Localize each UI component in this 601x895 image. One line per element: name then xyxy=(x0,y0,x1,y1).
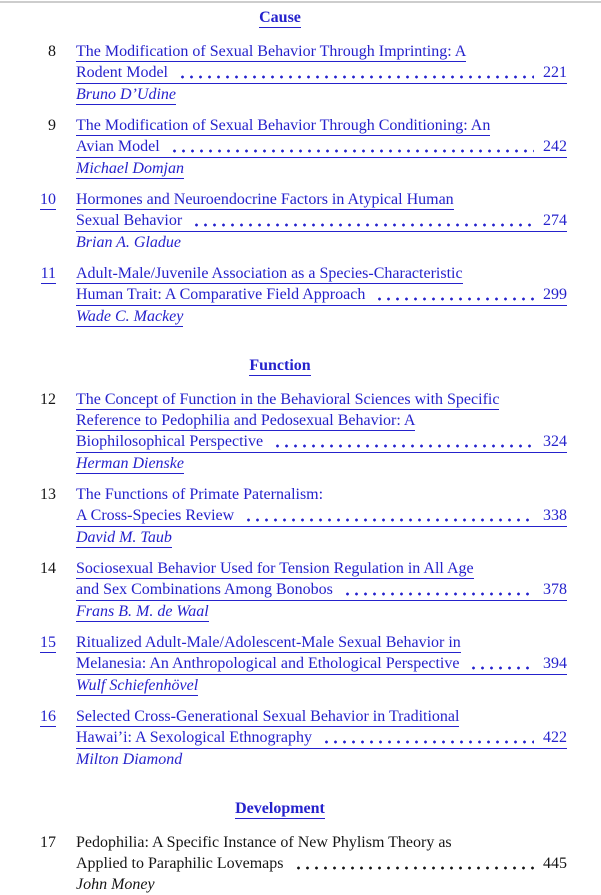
toc-entry xyxy=(40,484,567,548)
entry-body xyxy=(76,484,567,548)
entry-body xyxy=(76,189,567,253)
chapter-number xyxy=(40,706,56,770)
author-line xyxy=(76,675,567,696)
dot-leader xyxy=(168,136,534,157)
title-line xyxy=(76,389,567,410)
dot-leader xyxy=(320,727,534,748)
chapter-number xyxy=(40,115,56,179)
dot-leader xyxy=(292,853,534,874)
page-number[interactable]: 324 xyxy=(543,433,567,450)
chapter-number xyxy=(40,484,56,548)
toc-entry xyxy=(40,115,567,179)
author-line xyxy=(76,874,567,895)
title-line-text[interactable]: Rodent Model xyxy=(76,64,168,81)
chapter-number xyxy=(40,558,56,622)
title-dot-line xyxy=(76,579,567,601)
chapter-number-text: 9 xyxy=(48,117,56,134)
title-line-text[interactable]: Melanesia: An Anthropological and Ethological Perspective xyxy=(76,655,460,672)
title-line-text[interactable]: Hawai’i: A Sexological Ethnography xyxy=(76,729,312,746)
title-dot-line xyxy=(76,136,567,158)
dot-leader xyxy=(190,210,534,231)
title-dot-line xyxy=(76,431,567,453)
dot-leader xyxy=(341,579,534,600)
entry-body xyxy=(76,558,567,622)
chapter-number xyxy=(40,632,56,696)
chapter-number xyxy=(40,832,56,895)
title-dot-line xyxy=(76,505,567,527)
title-line-text[interactable]: Selected Cross-Generational Sexual Behavior in Traditional xyxy=(76,708,460,725)
title-line-text[interactable]: Reference to Pedophilia and Pedosexual Behavior: A xyxy=(76,412,416,429)
title-line xyxy=(76,484,567,505)
toc-entry xyxy=(40,632,567,696)
title-line xyxy=(76,558,567,579)
dot-leader xyxy=(467,653,534,674)
section-heading-link[interactable]: Function xyxy=(249,357,311,374)
author-name[interactable]: Wade C. Mackey xyxy=(76,308,184,325)
title-line-text[interactable]: Sociosexual Behavior Used for Tension Regulation in All Age xyxy=(76,560,474,577)
section-heading xyxy=(40,7,520,28)
toc-section xyxy=(40,7,567,327)
author-name[interactable]: Frans B. M. de Waal xyxy=(76,603,209,620)
author-name[interactable]: Brian A. Gladue xyxy=(76,234,182,251)
chapter-number-text[interactable]: 10 xyxy=(40,191,56,208)
chapter-number xyxy=(40,389,56,474)
section-heading xyxy=(40,355,520,376)
author-name[interactable]: Wulf Schiefenhövel xyxy=(76,677,199,694)
toc-section xyxy=(40,355,567,770)
page-number[interactable]: 338 xyxy=(543,507,567,524)
author-line xyxy=(76,453,567,474)
title-line xyxy=(76,263,567,284)
page-number[interactable]: 299 xyxy=(543,286,567,303)
author-name: John Money xyxy=(76,876,155,893)
title-dot-line xyxy=(76,727,567,749)
entry-body xyxy=(76,115,567,179)
author-name[interactable]: Herman Dienske xyxy=(76,455,184,472)
chapter-number xyxy=(40,263,56,327)
title-dot-line xyxy=(76,284,567,306)
author-name[interactable]: Bruno D’Udine xyxy=(76,86,176,103)
chapter-number xyxy=(40,41,56,105)
title-dot-line xyxy=(76,62,567,84)
title-line-text[interactable]: The Concept of Function in the Behavioral Sciences with Specific xyxy=(76,391,500,408)
chapter-number-text: 14 xyxy=(40,560,56,577)
chapter-number-text: 17 xyxy=(40,834,56,851)
title-line xyxy=(76,410,567,431)
toc-content xyxy=(0,3,601,895)
author-name[interactable]: Michael Domjan xyxy=(76,160,184,177)
page-number[interactable]: 394 xyxy=(543,655,567,672)
section-heading-link[interactable]: Development xyxy=(235,800,325,817)
page-number[interactable]: 274 xyxy=(543,212,567,229)
dot-leader xyxy=(176,62,534,83)
title-line-text[interactable]: Adult-Male/Juvenile Association as a Species-Characteristic xyxy=(76,265,463,282)
entry-body xyxy=(76,632,567,696)
entry-body xyxy=(76,41,567,105)
chapter-number xyxy=(40,189,56,253)
author-name[interactable]: David M. Taub xyxy=(76,529,172,546)
author-line xyxy=(76,306,567,327)
toc-entry xyxy=(40,41,567,105)
author-line xyxy=(76,232,567,253)
page-number[interactable]: 242 xyxy=(543,138,567,155)
title-line-text[interactable]: The Modification of Sexual Behavior Through Conditioning: An xyxy=(76,117,491,134)
section-heading xyxy=(40,798,520,819)
title-line-text[interactable]: and Sex Combinations Among Bonobos xyxy=(76,581,333,598)
chapter-number-text: 12 xyxy=(40,391,56,408)
toc-entry xyxy=(40,706,567,770)
title-line xyxy=(76,41,567,62)
title-line xyxy=(76,632,567,653)
page-number[interactable]: 221 xyxy=(543,64,567,81)
author-name[interactable]: Milton Diamond xyxy=(76,751,183,768)
dot-leader xyxy=(271,431,534,452)
title-line xyxy=(76,832,567,853)
title-line-text[interactable]: The Modification of Sexual Behavior Through Imprinting: A xyxy=(76,43,467,60)
title-line-text[interactable]: Sexual Behavior xyxy=(76,212,183,229)
dot-leader xyxy=(373,284,534,305)
entry-body xyxy=(76,832,567,895)
toc-section xyxy=(40,798,567,895)
dot-leader xyxy=(242,505,534,526)
title-dot-line xyxy=(76,653,567,675)
section-heading-link[interactable]: Cause xyxy=(259,9,301,26)
author-line xyxy=(76,527,567,548)
entry-body xyxy=(76,263,567,327)
chapter-number-text: 8 xyxy=(48,43,56,60)
page-number: 445 xyxy=(543,855,567,872)
author-line xyxy=(76,158,567,179)
page-number[interactable]: 422 xyxy=(543,729,567,746)
title-dot-line xyxy=(76,210,567,232)
title-dot-line xyxy=(76,853,567,874)
title-line-text[interactable]: Human Trait: A Comparative Field Approach xyxy=(76,286,366,303)
entry-body xyxy=(76,706,567,770)
author-line xyxy=(76,601,567,622)
chapter-number-text[interactable]: 16 xyxy=(40,708,56,725)
chapter-number-text[interactable]: 15 xyxy=(40,634,56,651)
author-line xyxy=(76,749,567,770)
title-line-text: Pedophilia: A Specific Instance of New Phylism Theory as xyxy=(76,834,452,851)
toc-page xyxy=(0,1,601,895)
chapter-number-text: 13 xyxy=(40,486,56,503)
toc-entry xyxy=(40,263,567,327)
title-line-text: Applied to Paraphilic Lovemaps xyxy=(76,855,284,872)
author-line xyxy=(76,84,567,105)
title-line-text[interactable]: Hormones and Neuroendocrine Factors in Atypical Human xyxy=(76,191,454,208)
chapter-number-text[interactable]: 11 xyxy=(40,265,56,282)
title-line-text[interactable]: A Cross-Species Review xyxy=(76,507,235,524)
toc-entry xyxy=(40,189,567,253)
title-line xyxy=(76,706,567,727)
toc-entry xyxy=(40,558,567,622)
title-line xyxy=(76,115,567,136)
toc-entry xyxy=(40,832,567,895)
toc-entry xyxy=(40,389,567,474)
title-line-text[interactable]: Ritualized Adult-Male/Adolescent-Male Sexual Behavior in xyxy=(76,634,461,651)
title-line xyxy=(76,189,567,210)
page-number[interactable]: 378 xyxy=(543,581,567,598)
entry-body xyxy=(76,389,567,474)
title-line-text[interactable]: Avian Model xyxy=(76,138,160,155)
title-line-text[interactable]: Biophilosophical Perspective xyxy=(76,433,264,450)
title-line-text[interactable]: The Functions of Primate Paternalism: xyxy=(76,486,324,503)
